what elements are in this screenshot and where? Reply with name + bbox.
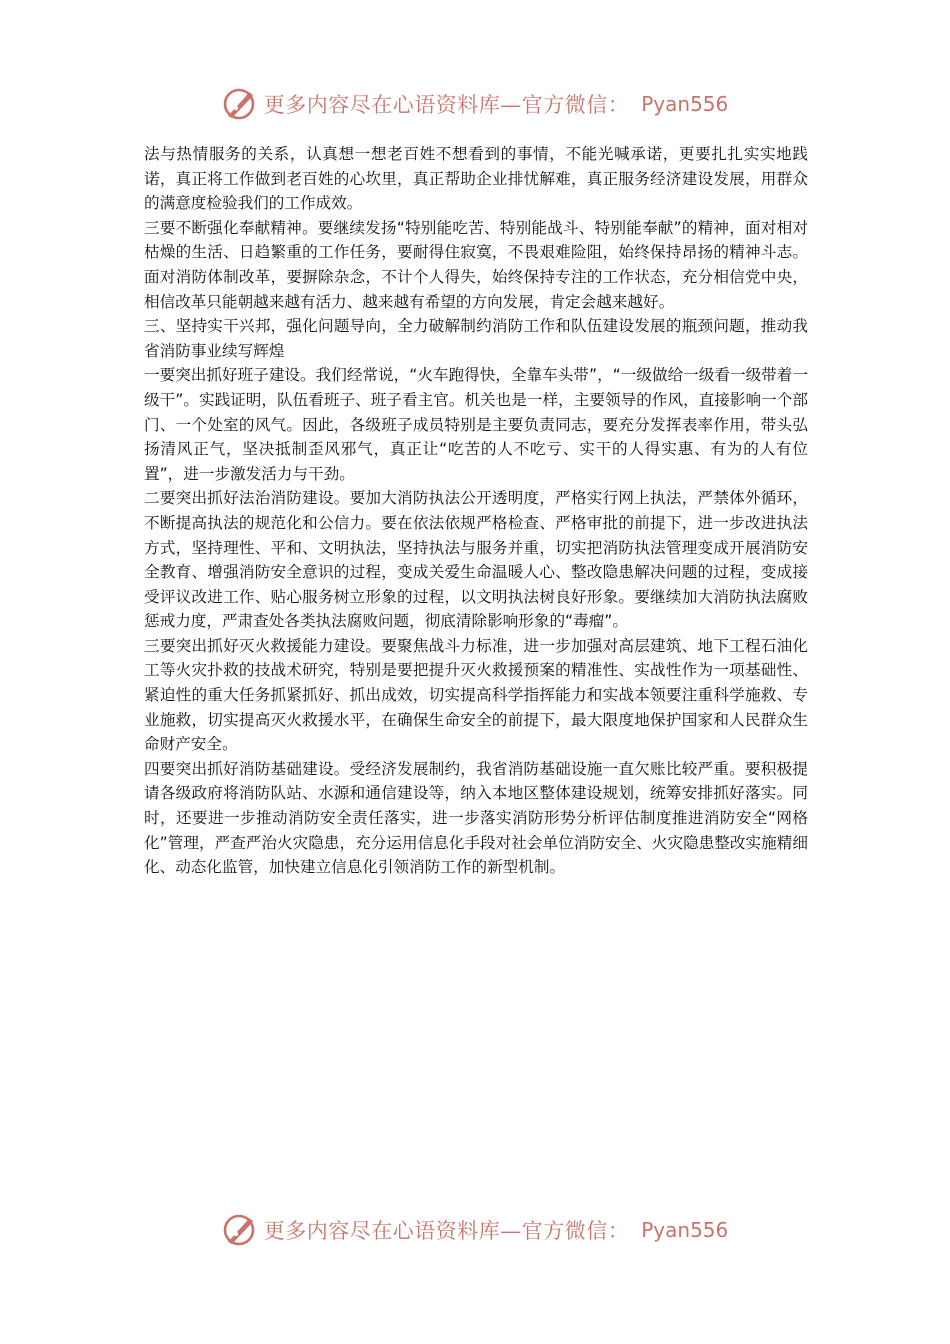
- header-watermark: [0, 84, 950, 124]
- pen-logo-icon: [222, 87, 256, 121]
- paragraph-5: 三要突出抓好灭火救援能力建设。要聚焦战斗力标准，进一步加强对高层建筑、地下工程石油化工等火灾扑救的技战术研究，特别是要把提升灭火救援预案的精准性、实战性作为一项基础性、紧迫性的重大任务抓紧抓好、抓出成效，切实提高科学指挥能力和实战本领要注重科学施救、专业施救，切实提高灭火救援水平，在确保生命安全的前提下，最大限度地保护国家和人民群众生命财产安全。: [144, 636, 808, 754]
- watermark-handle: Pyan556: [641, 1218, 729, 1242]
- paragraph-3: 一要突出抓好班子建设。我们经常说，“火车跑得快，全靠车头带”，“一级做给一级看一级带着一级干”。实践证明，队伍看班子、班子看主官。机关也是一样，主要领导的作风，直接影响一个部门、一个处室的风气。因此，各级班子成员特别是主要负责同志，要充分发挥表率作用，带头弘扬清风正气，坚决抵制歪风邪气，真正让“吃苦的人不吃亏、实干的人得实惠、有为的人有位置”，进一步激发活力与干劲。: [144, 366, 808, 483]
- watermark-handle: Pyan556: [641, 92, 729, 116]
- paragraph-4: 二要突出抓好法治消防建设。要加大消防执法公开透明度，严格实行网上执法，严禁体外循环，不断提高执法的规范化和公信力。要在依法依规严格检查、严格审批的前提下，进一步改进执法方式，坚持理性、平和、文明执法，坚持执法与服务并重，切实把消防执法管理变成开展消防安全教育、增强消防安全意识的过程，变成关爱生命温暖人心、整改隐患解决问题的过程，变成接受评议改进工作、贴心服务树立形象的过程，以文明执法树良好形象。要继续加大消防执法腐败惩戒力度，严肃查处各类执法腐败问题，彻底清除影响形象的“毒瘤”。: [144, 489, 808, 631]
- paragraph-1: 法与热情服务的关系，认真想一想老百姓不想看到的事情，不能光喊承诺，更要扎扎实实地践诺，真正将工作做到老百姓的心坎里，真正帮助企业排忧解难，真正服务经济建设发展，用群众的满意度检验我们的工作成效。: [144, 145, 808, 213]
- document-body: [144, 142, 808, 880]
- section-heading: 三、坚持实干兴邦，强化问题导向，全力破解制约消防工作和队伍建设发展的瓶颈问题，推动我省消防事业续写辉煌: [144, 317, 808, 360]
- paragraph-6: 四要突出抓好消防基础建设。受经济发展制约，我省消防基础设施一直欠账比较严重。要积极提请各级政府将消防队站、水源和通信建设等，纳入本地区整体建设规划，统筹安排抓好落实。同时，还要进一步推动消防安全责任落实，进一步落实消防形势分析评估制度推进消防安全“网格化”管理，严查严治火灾隐患，充分运用信息化手段对社会单位消防安全、火灾隐患整改实施精细化、动态化监管，加快建立信息化引领消防工作的新型机制。: [144, 759, 808, 877]
- pen-logo-icon: [222, 1213, 256, 1247]
- watermark-text: 更多内容尽在心语资料库—官方微信：: [263, 1219, 630, 1243]
- watermark-text: 更多内容尽在心语资料库—官方微信：: [263, 93, 630, 117]
- paragraph-2: 三要不断强化奉献精神。要继续发扬“特别能吃苦、特别能战斗、特别能奉献”的精神，面对相对枯燥的生活、日趋繁重的工作任务，要耐得住寂寞，不畏艰难险阻，始终保持昂扬的精神斗志。面对消防体制改革，要摒除杂念，不计个人得失，始终保持专注的工作状态，充分相信党中央，相信改革只能朝越来越有活力、越来越有希望的方向发展，肯定会越来越好。: [144, 218, 808, 311]
- footer-watermark: [0, 1210, 950, 1250]
